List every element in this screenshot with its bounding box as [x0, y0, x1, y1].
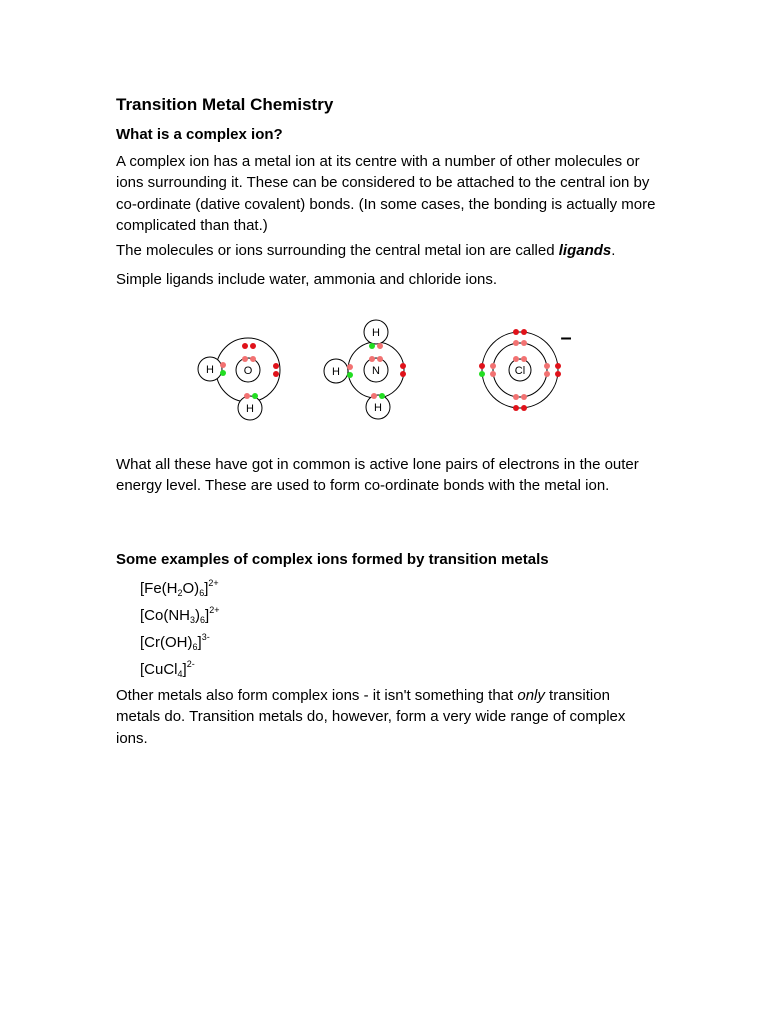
chloride-charge: – — [560, 327, 572, 349]
paragraph-simple-ligands: Simple ligands include water, ammonia and chloride ions. — [116, 271, 498, 288]
emphasis-only: only — [517, 687, 545, 704]
paragraph-ligands-text: The molecules or ions surrounding the central metal ion are called — [116, 242, 559, 259]
paragraph-other-metals: Other metals also form complex ions - it isn't something that only transition metals do. Transition metals do, however, form a very wide range of complex ions. — [116, 687, 626, 747]
chloride-ion — [479, 327, 572, 411]
ammonia-hydrogen-label-3: H — [374, 402, 382, 414]
ammonia-hydrogen-label-1: H — [372, 327, 380, 339]
formula-cobalt-hexaammine: $[Co(NH_3)_6]^{2+}$ — [140, 605, 220, 625]
water-hydrogen-label-2: H — [246, 403, 254, 415]
ammonia-nitrogen-label: N — [372, 365, 380, 377]
water-hydrogen-label-1: H — [206, 364, 214, 376]
ammonia-hydrogen-label-2: H — [332, 366, 340, 378]
ligands-term: ligands — [558, 242, 612, 259]
formula-copper-tetrachloro: [CuCl$_4$]$^{2-}$ — [140, 659, 195, 679]
section-heading-complex-ion: What is a complex ion? — [116, 126, 283, 143]
lone-pair-diagram — [190, 318, 590, 428]
chloride-chlorine-label: Cl — [514, 365, 526, 377]
paragraph-lone-pairs: What all these have got in common is active lone pairs of electrons in the outer energy level. These are used to form co-ordinate bonds with the metal ion. — [116, 456, 639, 495]
page-title: Transition Metal Chemistry — [116, 95, 334, 114]
water-oxygen-label: O — [243, 365, 253, 377]
water-molecule — [198, 338, 280, 420]
formula-iron-hexaaqua: $[Fe(H_2O)_6]^{2+}$ — [140, 578, 219, 598]
ammonia-molecule — [324, 320, 406, 419]
paragraph-ligands-end: . — [611, 242, 616, 259]
paragraph-ligands — [116, 240, 656, 261]
paragraph-definition: A complex ion has a metal ion at its centre with a number of other molecules or ions surrounding it. These can be considered to be attached to the central ion by co-ordinate (dative covalent) bonds. (In some cases, the bonding is actually more complicated than that.) — [116, 153, 656, 234]
section-heading-examples: Some examples of complex ions formed by transition metals — [116, 551, 549, 568]
formula-chromium-hexahydroxo: $[Cr(OH)_6]^{3-}$ — [140, 632, 210, 652]
